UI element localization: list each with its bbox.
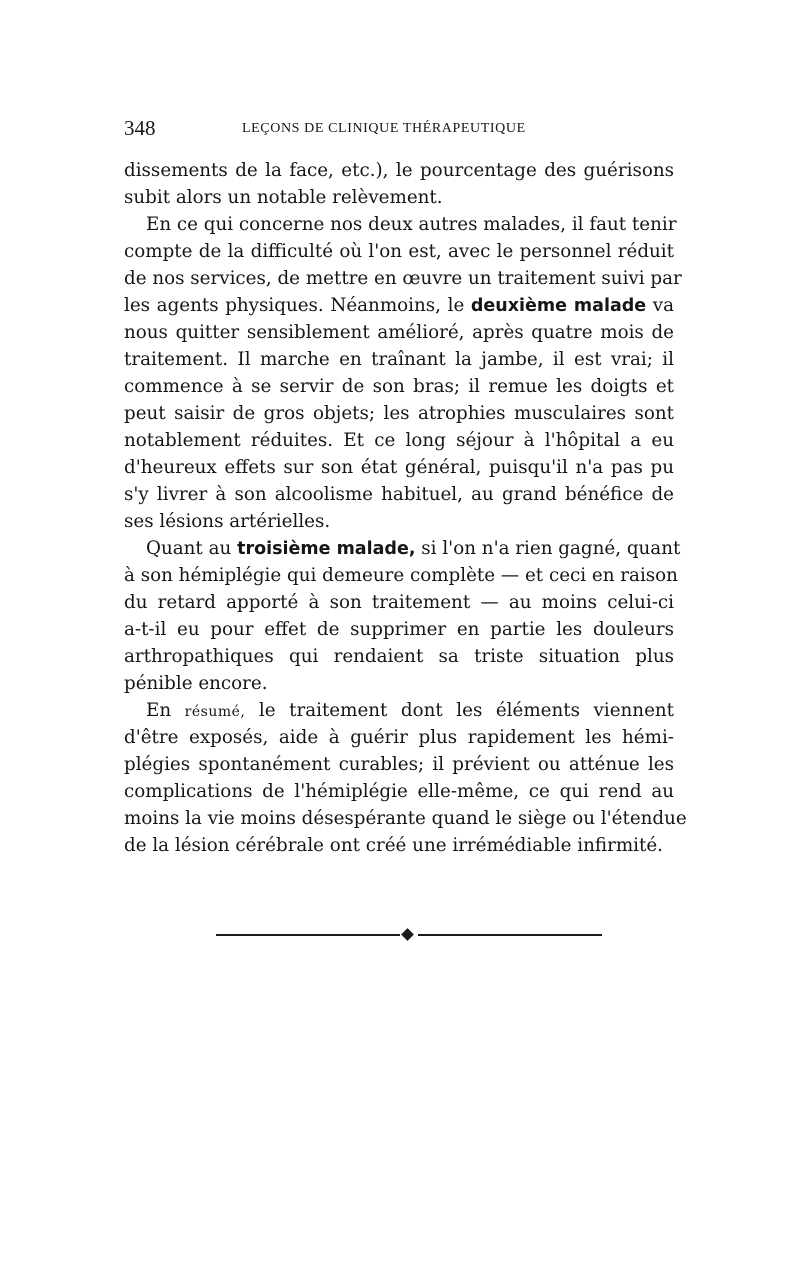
text-line: pénible encore. — [124, 673, 268, 694]
text-line: de nos services, de mettre en œuvre un traitement suivi par — [124, 268, 682, 289]
text-line: du retard apporté à son traitement — au moins celui-ci — [124, 592, 674, 613]
text-line — [124, 535, 681, 562]
text-line: ses lésions artérielles. — [124, 511, 331, 532]
text-segment: le traitement dont les éléments viennent — [258, 700, 675, 721]
text-line: de la lésion cérébrale ont créé une irrémédiable infirmité. — [124, 835, 663, 856]
text-line: traitement. Il marche en traînant la jambe, il est vrai; il — [124, 349, 674, 370]
bold-term: troisième malade, — [237, 539, 416, 559]
ornament-rule-left — [216, 934, 400, 936]
diamond-icon — [401, 928, 414, 941]
text-line: notablement réduites. Et ce long séjour à l'hôpital a eu — [124, 430, 674, 451]
text-line: plégies spontanément curables; il prévient ou atténue les — [124, 754, 674, 775]
text-segment: Quant au — [146, 538, 232, 559]
text-segment: les agents physiques. Néanmoins, le — [124, 295, 465, 316]
text-line: à son hémiplégie qui demeure complète — et ceci en raison — [124, 565, 678, 586]
text-line: En ce qui concerne nos deux autres malades, il faut tenir — [146, 214, 677, 235]
text-line: compte de la difficulté où l'on est, avec le personnel réduit — [124, 241, 674, 262]
page-number: 348 — [124, 116, 156, 140]
text-line: nous quitter sensiblement amélioré, après quatre mois de — [124, 322, 674, 343]
text-segment: En — [146, 700, 172, 721]
text-segment: va — [652, 295, 675, 316]
text-line: commence à se servir de son bras; il remue les doigts et — [124, 376, 674, 397]
text-line: arthropathiques qui rendaient sa triste situation plus — [124, 646, 674, 667]
text-line: d'heureux effets sur son état général, puisqu'il n'a pas pu — [124, 457, 674, 478]
text-segment: si l'on n'a rien gagné, quant — [421, 538, 681, 559]
ornament-rule-right — [418, 934, 602, 936]
text-line: subit alors un notable relèvement. — [124, 187, 443, 208]
text-line: dissements de la face, etc.), le pourcentage des guérisons — [124, 160, 674, 181]
text-line: peut saisir de gros objets; les atrophies musculaires sont — [124, 403, 674, 424]
text-line: complications de l'hémiplégie elle-même, ce qui rend au — [124, 781, 674, 802]
text-line: a-t-il eu pour effet de supprimer en partie les douleurs — [124, 619, 674, 640]
text-line: s'y livrer à son alcoolisme habituel, au grand bénéfice de — [124, 484, 674, 505]
section-end-ornament — [216, 928, 602, 942]
running-head: LEÇONS DE CLINIQUE THÉRAPEUTIQUE — [242, 121, 526, 136]
text-line — [124, 697, 674, 724]
body-text — [124, 157, 687, 859]
bold-term: deuxième malade — [470, 296, 647, 316]
text-line: d'être exposés, aide à guérir plus rapidement les hémi- — [124, 727, 674, 748]
text-line — [124, 292, 674, 319]
page-header — [124, 115, 674, 141]
text-line: moins la vie moins désespérante quand le siège ou l'étendue — [124, 808, 687, 829]
small-caps-term: résumé, — [184, 704, 246, 720]
